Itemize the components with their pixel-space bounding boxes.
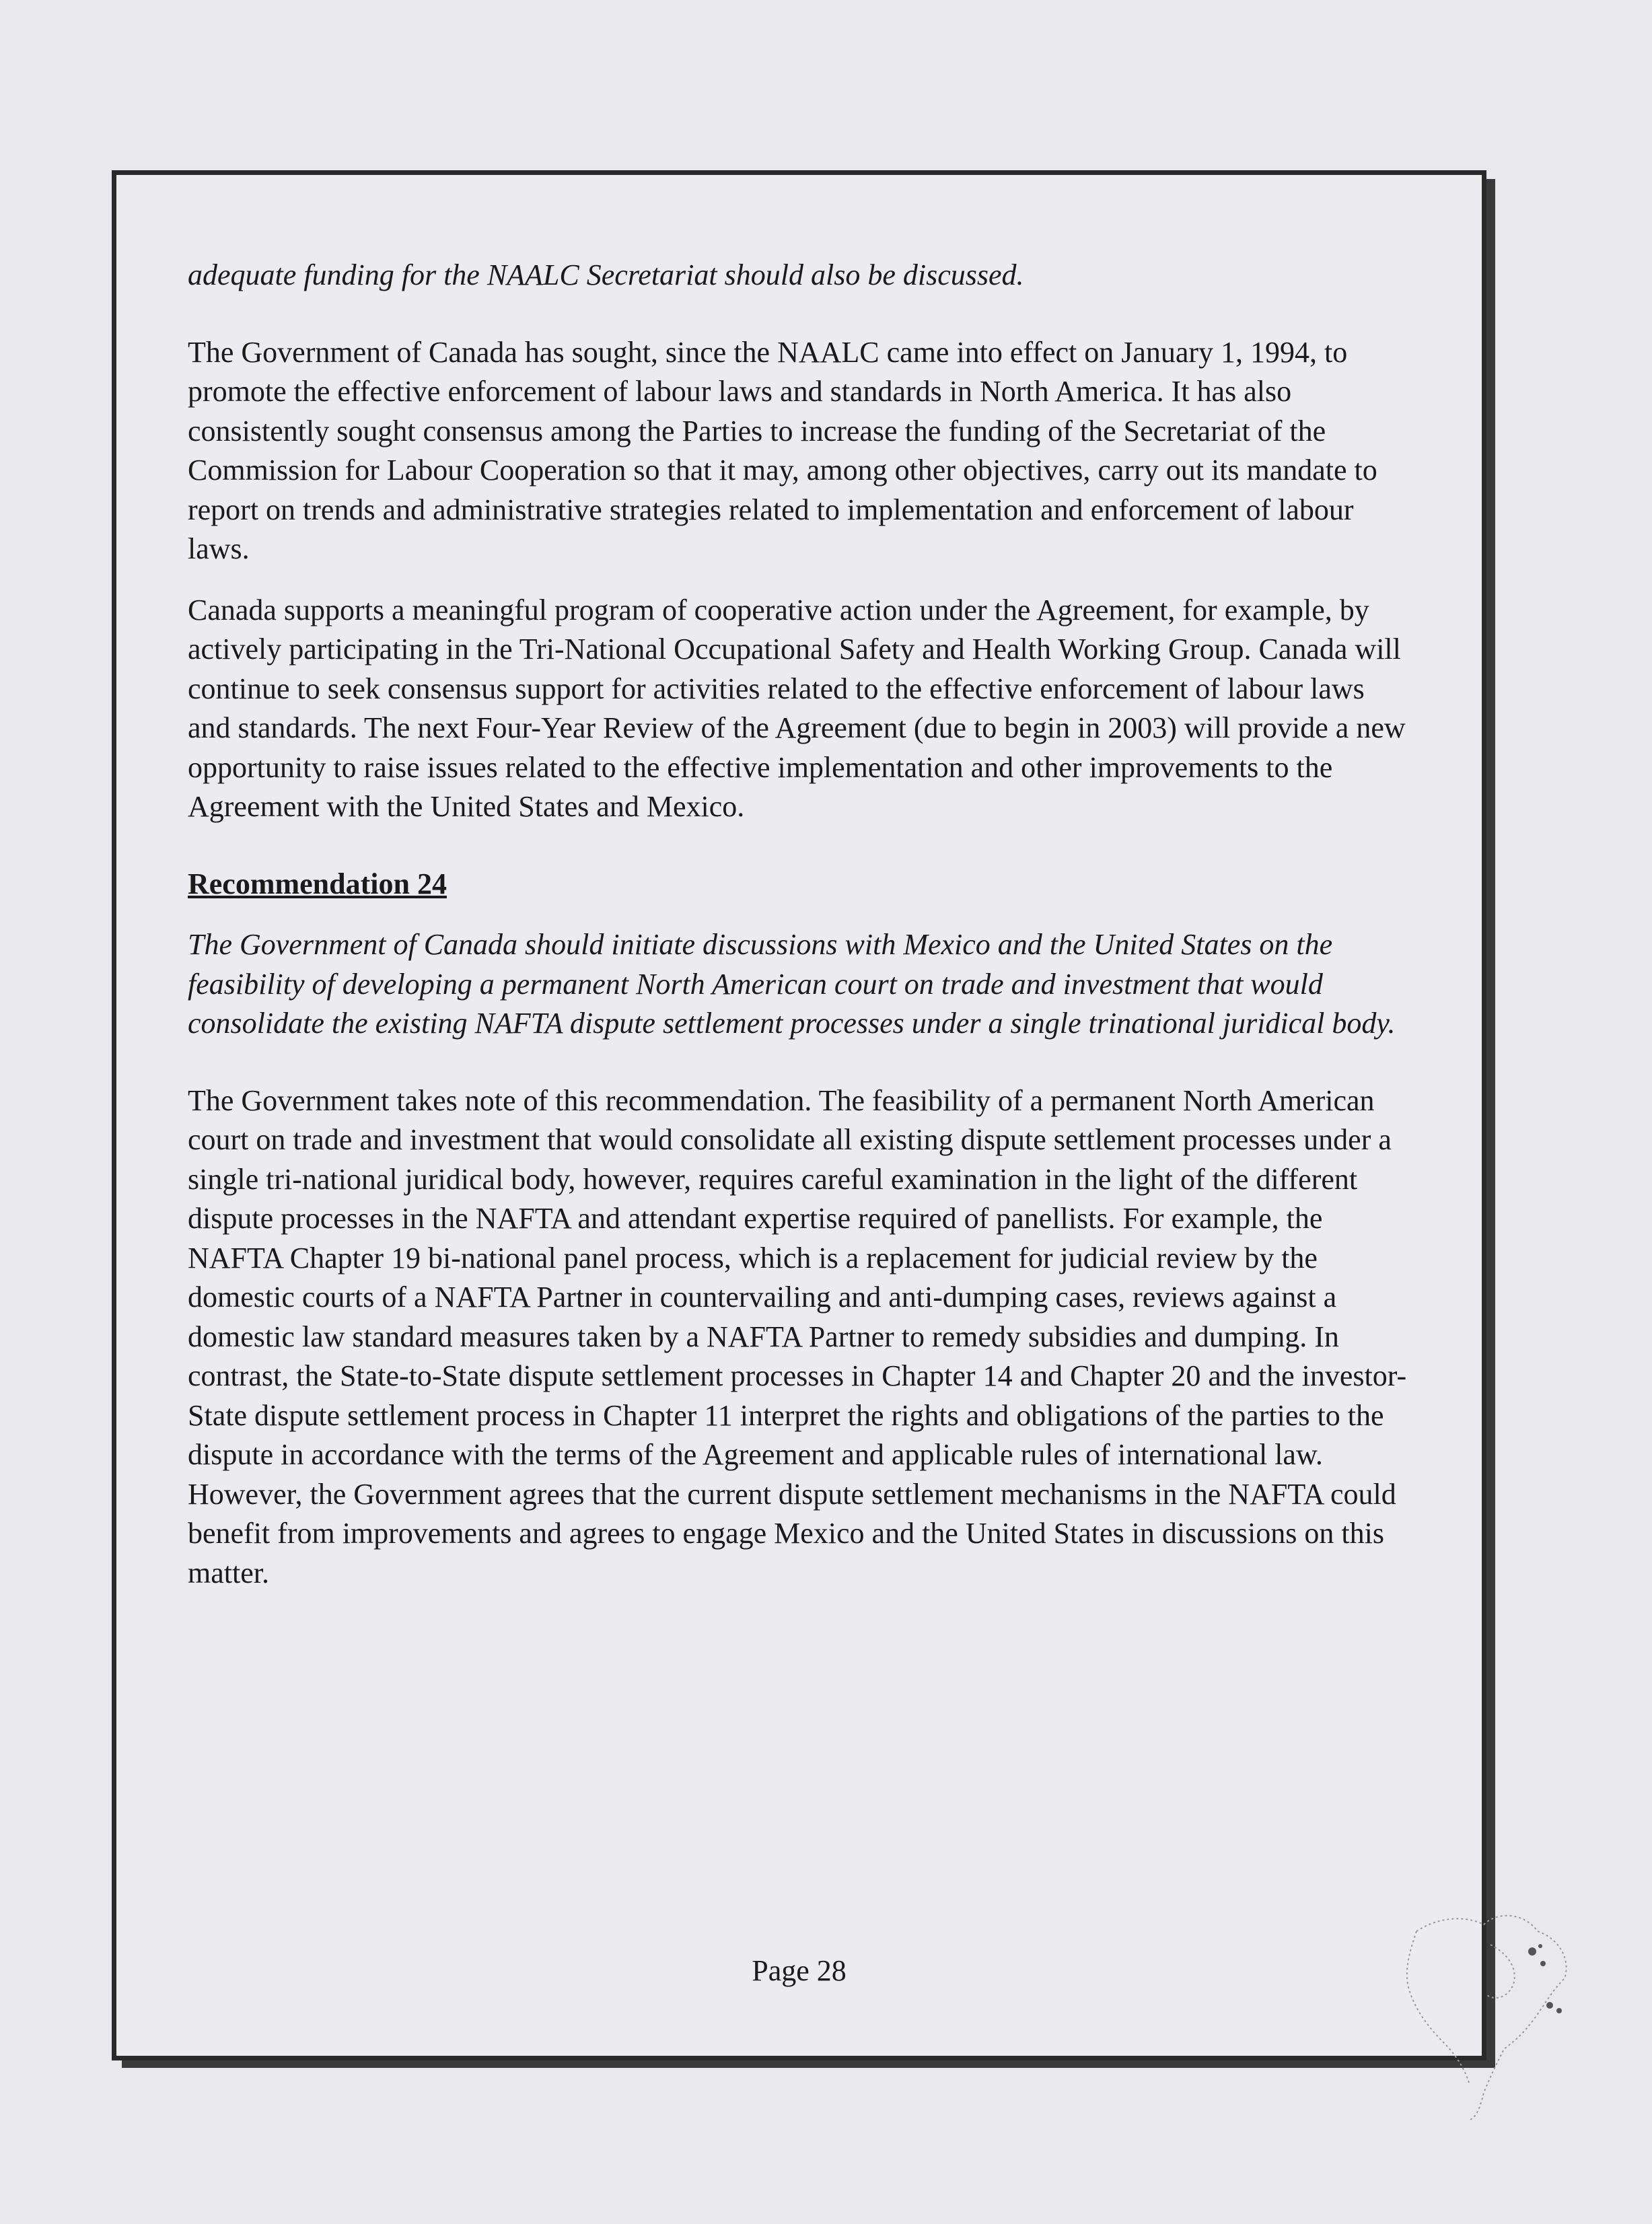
north-america-map-icon — [1390, 1904, 1585, 2126]
paragraph-cooperative-action: Canada supports a meaningful program of cooperative action under the Agreement, for example, by actively participating in the Tri-National Occupational Safety and Health Working Group. Canada will continue to seek consensus support for activities related to the effective enforcement of labour laws and standards. The next Four-Year Review of the Agreement (due to begin in 2003) will provide a new opportunity to raise issues related to the effective implementation and other improvements to the Agreement with the United States and Mexico. — [188, 593, 1406, 823]
recommendation-heading: Recommendation 24 — [188, 867, 447, 900]
government-response: The Government takes note of this recommendation. The feasibility of a permanent North American court on trade and investment that would consolidate all existing dispute settlement processes under a single tri-national juridical body, however, requires careful examination in the light of the different dispute processes in the NAFTA and attendant expertise required of panellists. For example, the NAFTA Chapter 19 bi-national panel process, which is a replacement for judicial review by the domestic courts of a NAFTA Partner in countervailing and anti-dumping cases, reviews against a domestic law standard measures taken by a NAFTA Partner to remedy subsidies and dumping. In contrast, the State-to-State dispute settlement processes in Chapter 14 and Chapter 20 and the investor-State dispute settlement process in Chapter 11 interpret the rights and obligations of the parties to the dispute in accordance with the terms of the Agreement and applicable rules of international law. However, the Government agrees that the current dispute settlement mechanisms in the NAFTA could benefit from improvements and agrees to engage Mexico and the United States in discussions on this matter. — [188, 1083, 1407, 1589]
page-frame — [112, 170, 1486, 2060]
recommendation-text: The Government of Canada should initiate discussions with Mexico and the United States on the feasibility of developing a permanent North American court on trade and investment that would consolidate the existing NAFTA dispute settlement processes under a single trinational juridical body. — [188, 928, 1396, 1040]
intro-italic-line: adequate funding for the NAALC Secretariat should also be discussed. — [188, 258, 1024, 291]
page-content — [188, 256, 1414, 1593]
page-number: Page 28 — [752, 1954, 847, 1987]
paragraph-naalc-funding: The Government of Canada has sought, since the NAALC came into effect on January 1, 1994, to promote the effective enforcement of labour laws and standards in North America. It has also consistently sought consensus among the Parties to increase the funding of the Secretariat of the Commission for Labour Cooperation so that it may, among other objectives, carry out its mandate to report on trends and administrative strategies related to implementation and enforcement of labour laws. — [188, 335, 1377, 565]
